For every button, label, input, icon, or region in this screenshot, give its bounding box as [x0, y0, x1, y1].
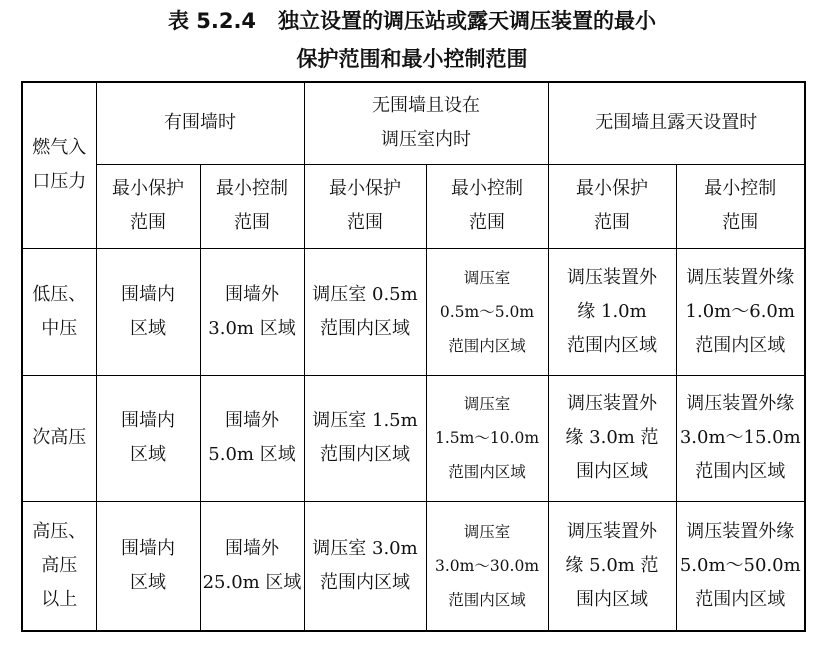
table-cell: 围墙外 3.0m 区域 — [200, 248, 304, 375]
table-cell: 调压装置外缘 1.0m～6.0m 范围内区域 — [676, 248, 805, 375]
table-row — [22, 501, 805, 631]
table-cell: 调压室 0.5m～5.0m 范围内区域 — [426, 248, 548, 375]
table-cell: 围墙内 区域 — [96, 248, 200, 375]
row-pressure-label: 高压、 高压 以上 — [22, 501, 96, 631]
header-min-protection: 最小保护 范围 — [548, 164, 676, 248]
table-cell: 围墙外 25.0m 区域 — [200, 501, 304, 631]
table-cell: 调压装置外 缘 1.0m 范围内区域 — [548, 248, 676, 375]
table-cell: 调压装置外缘 3.0m～15.0m 范围内区域 — [676, 375, 805, 501]
protection-range-table — [21, 81, 806, 632]
row-pressure-label: 低压、 中压 — [22, 248, 96, 375]
table-cell: 调压室 3.0m 范围内区域 — [304, 501, 426, 631]
table-title-text: 独立设置的调压站或露天调压装置的最小 — [278, 9, 657, 33]
table-cell: 调压室 0.5m 范围内区域 — [304, 248, 426, 375]
table-cell: 围墙内 区域 — [96, 375, 200, 501]
table-row — [22, 248, 805, 375]
header-min-control: 最小控制 范围 — [426, 164, 548, 248]
header-min-protection: 最小保护 范围 — [96, 164, 200, 248]
table-cell: 调压室 1.5m 范围内区域 — [304, 375, 426, 501]
table-number: 表 5.2.4 — [167, 9, 257, 33]
header-min-control: 最小控制 范围 — [200, 164, 304, 248]
table-cell: 调压室 1.5m～10.0m 范围内区域 — [426, 375, 548, 501]
table-row — [22, 375, 805, 501]
table-cell: 调压装置外 缘 5.0m 范 围内区域 — [548, 501, 676, 631]
row-pressure-label: 次高压 — [22, 375, 96, 501]
header-min-protection: 最小保护 范围 — [304, 164, 426, 248]
header-no-wall-indoor: 无围墙且设在 调压室内时 — [304, 82, 548, 164]
header-with-wall: 有围墙时 — [96, 82, 304, 164]
table-title-line-1 — [0, 5, 824, 35]
table-cell: 围墙内 区域 — [96, 501, 200, 631]
table-cell: 围墙外 5.0m 区域 — [200, 375, 304, 501]
table-cell: 调压装置外缘 5.0m～50.0m 范围内区域 — [676, 501, 805, 631]
header-min-control: 最小控制 范围 — [676, 164, 805, 248]
header-inlet-pressure: 燃气入 口压力 — [22, 82, 96, 248]
table-cell: 调压室 3.0m～30.0m 范围内区域 — [426, 501, 548, 631]
table-cell: 调压装置外 缘 3.0m 范 围内区域 — [548, 375, 676, 501]
header-no-wall-outdoor: 无围墙且露天设置时 — [548, 82, 805, 164]
table-title-line-2: 保护范围和最小控制范围 — [296, 47, 528, 71]
